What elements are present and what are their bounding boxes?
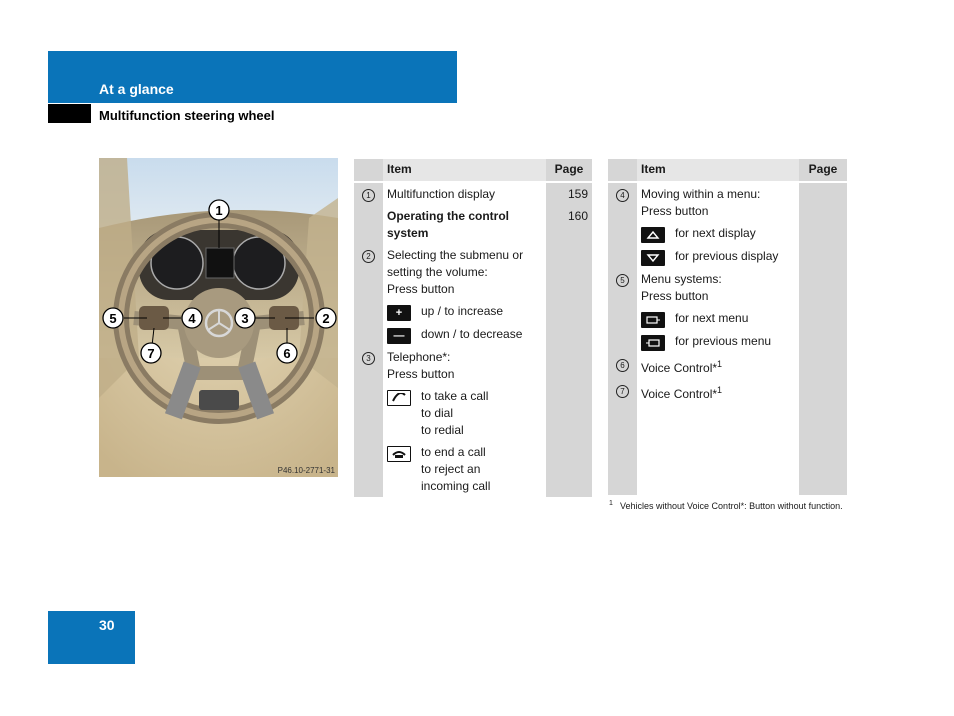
col-page-header: Page [546,159,592,182]
footnote-mark: 1 [609,500,613,507]
sub-desc: down / to decrease [421,327,523,341]
item-desc-line: Press button [641,204,709,218]
sub-desc: for next display [675,226,756,240]
sub-desc-line: to take a call [421,389,489,403]
footnote-text: Vehicles without Voice Control*: Button without function. [620,501,843,511]
item-number-5: 5 [616,274,629,287]
steering-wheel-photo [99,158,338,477]
sub-desc-line: to reject an [421,462,481,476]
item-number-2: 2 [362,250,375,263]
col-item-header: Item [637,159,799,182]
page-number-box [48,611,135,664]
item-desc-line: Selecting the submenu or [387,248,524,262]
item-number-1: 1 [362,189,375,202]
item-number-3: 3 [362,352,375,365]
col-page-header: Page [799,159,847,182]
item-desc: Voice Control* [641,387,718,401]
item-desc-line: Menu systems: [641,272,722,286]
minus-button-icon: — [387,328,411,344]
sub-desc: for previous menu [675,334,772,348]
plus-button-icon: + [387,305,411,321]
col-num-header [354,159,383,182]
item-page: 160 [546,205,592,244]
svg-text:3: 3 [241,311,249,326]
sub-desc: up / to increase [421,304,504,318]
items-table-right [608,159,847,495]
item-desc: Voice Control* [641,361,718,375]
col-item-header: Item [383,159,546,182]
callout-5 [103,308,123,328]
sub-desc: for previous display [675,249,779,263]
item-number-4: 4 [616,189,629,202]
footnote-ref: 1 [717,385,723,395]
sub-desc-line: to dial [421,406,454,420]
item-page: 159 [546,182,592,205]
callout-4 [182,308,202,328]
svg-text:6: 6 [283,346,291,361]
subheader-marker [48,104,91,123]
sub-desc-line: incoming call [421,479,491,493]
phone-hangup-icon [387,446,411,462]
callout-6 [277,343,297,363]
svg-text:7: 7 [147,346,155,361]
page-number: 30 [99,617,115,633]
footnote [609,499,849,513]
item-desc-line: Press button [641,289,709,303]
svg-text:4: 4 [188,311,196,326]
item-desc-line: Telephone*: [387,350,451,364]
subsection-title: Multifunction steering wheel [99,108,275,123]
next-menu-icon [641,312,665,328]
photo-reference-code: P46.10-2771-31 [277,466,335,475]
sub-desc: for next menu [675,311,749,325]
callout-1 [209,200,229,220]
item-desc-line: setting the volume: [387,265,488,279]
items-table-left [354,159,592,497]
item-desc-line: Moving within a menu: [641,187,761,201]
sub-desc-line: to redial [421,423,464,437]
phone-pickup-icon [387,390,411,406]
item-number-6: 6 [616,359,629,372]
footnote-ref: 1 [717,359,723,369]
callout-3 [235,308,255,328]
arrow-up-icon [641,227,665,243]
item-desc-line: Press button [387,367,455,381]
col-num-header [608,159,637,182]
svg-text:1: 1 [215,203,223,218]
item-desc-line: Press button [387,282,455,296]
item-desc: Multifunction display [387,187,496,201]
callout-2 [316,308,336,328]
section-title: At a glance [99,81,174,97]
arrow-down-icon [641,250,665,266]
svg-text:5: 5 [109,311,117,326]
steering-wheel-illustration [99,158,338,477]
item-number-7: 7 [616,385,629,398]
svg-text:2: 2 [322,311,330,326]
item-desc: Operating the control system [387,209,510,240]
section-header-bar [48,51,457,103]
callout-7 [141,343,161,363]
previous-menu-icon [641,335,665,351]
sub-desc-line: to end a call [421,445,486,459]
